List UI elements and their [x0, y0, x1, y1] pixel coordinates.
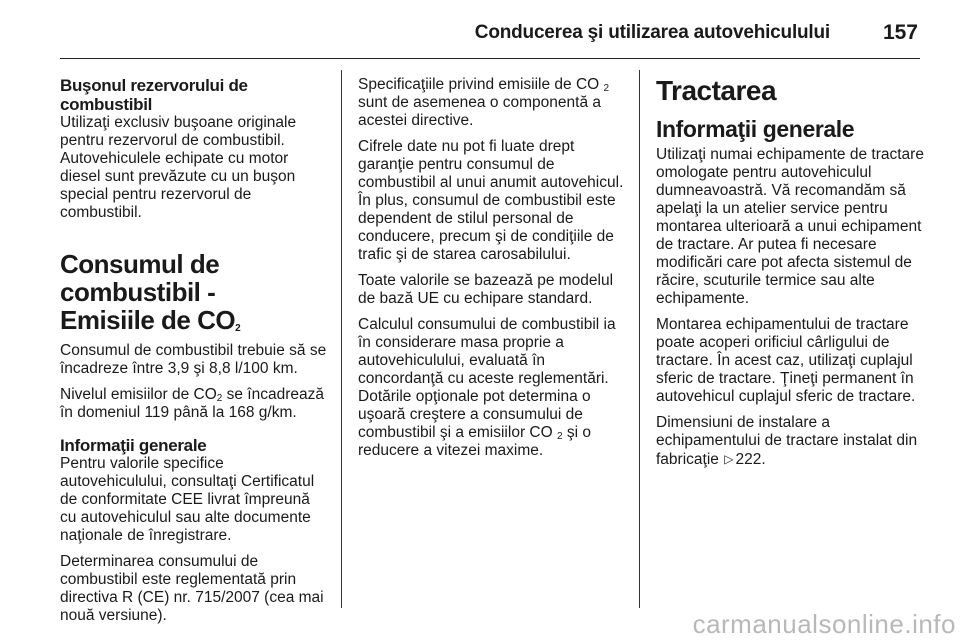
heading-towing-general-info: Informaţii generale: [656, 116, 855, 142]
paragraph-general-info: Pentru valorile specifice autovehiculului, consultaţi Certificatul de conformitate CEE livrat împreună cu autovehiculul sau alte documente naţionale de înregistrare.: [60, 455, 315, 544]
paragraph-calculation: [358, 316, 628, 460]
heading-general-info: Informaţii generale: [60, 436, 207, 455]
heading-towing: Tractarea: [656, 75, 777, 106]
page-header: [60, 14, 920, 59]
paragraph-no-guarantee: Cifrele date nu pot fi luate drept garanţie pentru consumul de combustibil al unui anumit autovehicul. În plus, consumul de combustibil este dependent de stilul personal de conducere, precum şi de condiţiile de trafic şi de starea carosabilului.: [358, 138, 624, 263]
page-reference-link[interactable]: 222.: [735, 451, 766, 468]
page-number: 157: [882, 21, 918, 44]
co2-specs-text-b: sunt de asemenea o componentă a acestei directive.: [358, 94, 602, 129]
co2-specs-text-a: Specificaţiile privind emisiile de CO: [358, 76, 600, 93]
heading-fuel-consumption-line2: Emisiile de CO: [60, 305, 236, 335]
calculation-co2-subscript: 2: [556, 431, 563, 442]
paragraph-directive: Determinarea consumului de combustibil este reglementată prin directiva R (CE) nr. 715/2007 (cea mai nouă versiune).: [60, 553, 324, 624]
paragraph-installation-dimensions: [656, 414, 926, 469]
heading-fuel-cap: Buşonul rezervorului de combustibil: [60, 76, 248, 114]
installation-dimensions-text: Dimensiuni de instalare a echipamentului de tractare instalat din fabricaţie: [656, 414, 918, 468]
column-left: [60, 76, 328, 633]
paragraph-consumption-range: Consumul de combustibil trebuie să se încadreze între 3,9 şi 8,8 l/100 km.: [60, 342, 327, 377]
paragraph-eu-base-model: Toate valorile se bazează pe modelul de bază UE cu echipare standard.: [358, 272, 614, 307]
heading-fuel-consumption: [60, 250, 328, 334]
triangle-right-icon: ▷: [724, 452, 734, 466]
column-divider-2: [639, 70, 640, 608]
column-right: [656, 76, 926, 477]
watermark: carmanualsonline.info: [692, 609, 956, 639]
running-title: Conducerea şi utilizarea autovehiculului: [474, 22, 830, 43]
heading-co2-subscript: 2: [235, 323, 241, 334]
emissions-text-a: Nivelul emisiilor de CO: [60, 386, 217, 403]
paragraph-co2-specs: [358, 76, 628, 130]
paragraph-emissions-range: [60, 386, 328, 422]
column-divider-1: [341, 70, 342, 608]
paragraph-towing-equipment: Utilizaţi numai echipamente de tractare omologate pentru autovehiculul dumneavoastră. Vă recomandăm să apelaţi la un atelier service pentru montarea ulterioară a unui echipament de tractare. Ar putea fi necesare modificări care pot afecta sistemul de răcire, scuturile termice sau alte echipamente.: [656, 146, 924, 307]
emissions-text-b: se încadrează în domeniul 119 până la 168 g/km.: [60, 386, 325, 421]
emissions-co2-subscript: 2: [216, 393, 223, 404]
calculation-text-b: şi o reducere a vitezei maxime.: [358, 424, 591, 459]
column-middle: [358, 76, 628, 468]
co2-specs-subscript: 2: [603, 83, 610, 94]
paragraph-towing-ball-coupling: Montarea echipamentului de tractare poate acoperi orificiul cârligului de tractare. În acest caz, utilizaţi cuplajul sferic de tractare. Ţineţi permanent în autovehicul cuplajul sferic de tractare.: [656, 316, 916, 405]
calculation-text-a: Calculul consumului de combustibil ia în considerare masa proprie a autovehiculului, evaluată în concordanţă cu aceste reglementări. Dotările opţionale pot determina o uşoară creştere a consumului de combustibil şi a emisiilor CO: [358, 316, 616, 441]
paragraph-fuel-cap: Utilizaţi exclusiv buşoane originale pentru rezervorul de combustibil. Autovehiculele echipate cu motor diesel sunt prevăzute cu un buşon special pentru rezervorul de combustibil.: [60, 114, 297, 221]
heading-fuel-consumption-line1: Consumul de combustibil -: [60, 249, 220, 307]
